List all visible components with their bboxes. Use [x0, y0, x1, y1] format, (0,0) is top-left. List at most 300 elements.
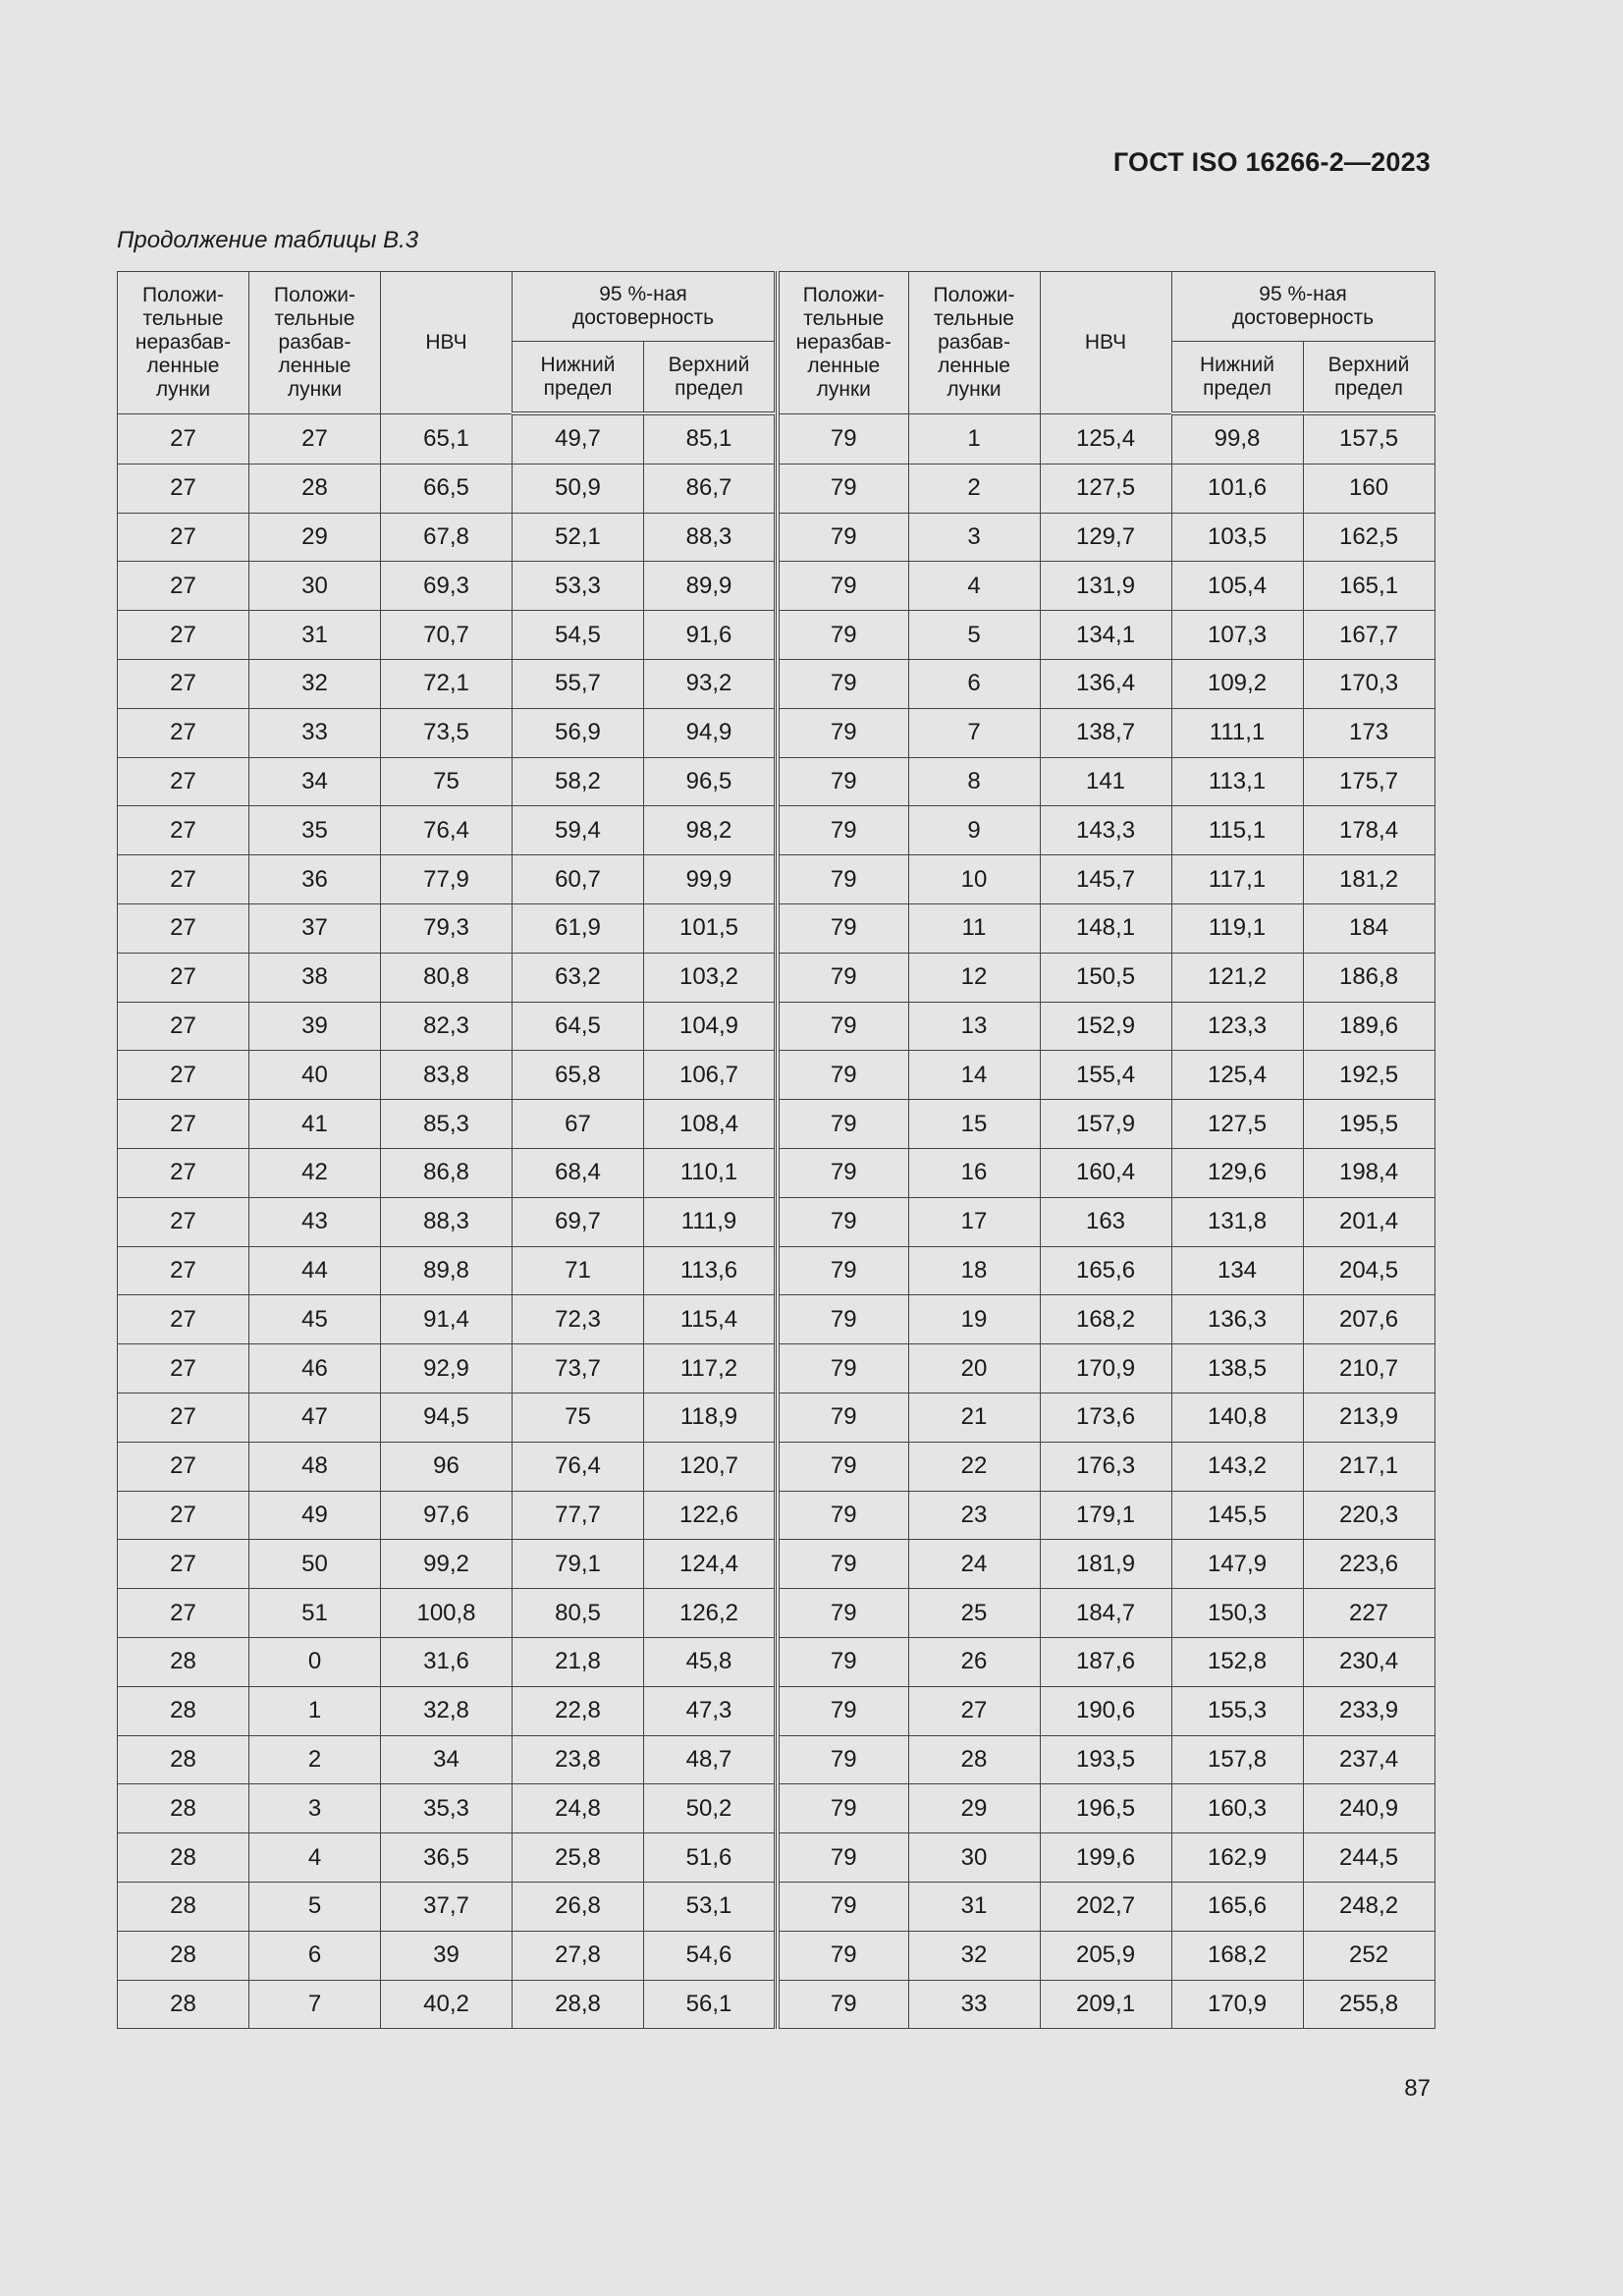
- header-upper-limit: Верхний предел: [1303, 342, 1434, 414]
- cell-upper-limit: 113,6: [644, 1246, 775, 1295]
- cell-upper-limit: 54,6: [644, 1931, 775, 1980]
- cell-mpn: 187,6: [1040, 1637, 1171, 1686]
- cell-lower-limit: 99,8: [1171, 413, 1303, 464]
- cell-undiluted-wells: 79: [778, 855, 908, 904]
- cell-upper-limit: 124,4: [644, 1540, 775, 1589]
- cell-upper-limit: 51,6: [644, 1833, 775, 1883]
- table-row: [118, 1637, 775, 1686]
- table-row: [778, 757, 1434, 806]
- cell-diluted-wells: 23: [908, 1491, 1040, 1540]
- cell-upper-limit: 118,9: [644, 1393, 775, 1442]
- cell-upper-limit: 56,1: [644, 1980, 775, 2029]
- table-row: [778, 1686, 1434, 1735]
- cell-diluted-wells: 28: [908, 1735, 1040, 1784]
- cell-undiluted-wells: 79: [778, 1002, 908, 1051]
- document-code: ГОСТ ISO 16266-2—2023: [1112, 147, 1431, 177]
- cell-lower-limit: 67: [513, 1100, 644, 1149]
- cell-undiluted-wells: 79: [778, 1295, 908, 1344]
- cell-lower-limit: 165,6: [1171, 1882, 1303, 1931]
- cell-diluted-wells: 33: [908, 1980, 1040, 2029]
- cell-diluted-wells: 4: [249, 1833, 381, 1883]
- cell-diluted-wells: 25: [908, 1589, 1040, 1638]
- cell-diluted-wells: 31: [249, 611, 381, 660]
- header-diluted-wells: Положи- тельные разбав- ленные лунки: [908, 272, 1040, 414]
- cell-upper-limit: 53,1: [644, 1882, 775, 1931]
- cell-mpn: 86,8: [381, 1148, 513, 1197]
- cell-mpn: 179,1: [1040, 1491, 1171, 1540]
- cell-undiluted-wells: 28: [118, 1931, 249, 1980]
- cell-mpn: 100,8: [381, 1589, 513, 1638]
- table-row: [118, 659, 775, 708]
- cell-diluted-wells: 3: [908, 513, 1040, 562]
- cell-undiluted-wells: 28: [118, 1980, 249, 2029]
- cell-undiluted-wells: 27: [118, 513, 249, 562]
- table-row: [778, 1735, 1434, 1784]
- table-row: [118, 1980, 775, 2029]
- cell-upper-limit: 91,6: [644, 611, 775, 660]
- cell-lower-limit: 140,8: [1171, 1393, 1303, 1442]
- cell-undiluted-wells: 79: [778, 1931, 908, 1980]
- cell-undiluted-wells: 27: [118, 757, 249, 806]
- cell-lower-limit: 123,3: [1171, 1002, 1303, 1051]
- cell-mpn: 96: [381, 1442, 513, 1491]
- table-row: [778, 659, 1434, 708]
- cell-mpn: 127,5: [1040, 464, 1171, 513]
- cell-upper-limit: 233,9: [1303, 1686, 1434, 1735]
- cell-mpn: 85,3: [381, 1100, 513, 1149]
- table-row: [118, 1589, 775, 1638]
- cell-mpn: 40,2: [381, 1980, 513, 2029]
- cell-undiluted-wells: 27: [118, 903, 249, 953]
- cell-lower-limit: 79,1: [513, 1540, 644, 1589]
- cell-undiluted-wells: 27: [118, 1051, 249, 1100]
- table-row: [778, 1491, 1434, 1540]
- cell-undiluted-wells: 79: [778, 1735, 908, 1784]
- cell-undiluted-wells: 79: [778, 464, 908, 513]
- cell-diluted-wells: 10: [908, 855, 1040, 904]
- cell-lower-limit: 80,5: [513, 1589, 644, 1638]
- cell-diluted-wells: 38: [249, 953, 381, 1002]
- cell-undiluted-wells: 79: [778, 1589, 908, 1638]
- cell-diluted-wells: 22: [908, 1442, 1040, 1491]
- table-row: [118, 464, 775, 513]
- cell-lower-limit: 103,5: [1171, 513, 1303, 562]
- cell-mpn: 160,4: [1040, 1148, 1171, 1197]
- cell-undiluted-wells: 27: [118, 413, 249, 464]
- cell-diluted-wells: 49: [249, 1491, 381, 1540]
- cell-lower-limit: 115,1: [1171, 806, 1303, 855]
- cell-upper-limit: 104,9: [644, 1002, 775, 1051]
- cell-undiluted-wells: 27: [118, 1197, 249, 1246]
- cell-diluted-wells: 1: [908, 413, 1040, 464]
- cell-mpn: 141: [1040, 757, 1171, 806]
- cell-diluted-wells: 21: [908, 1393, 1040, 1442]
- table-row: [778, 1148, 1434, 1197]
- cell-mpn: 89,8: [381, 1246, 513, 1295]
- cell-lower-limit: 27,8: [513, 1931, 644, 1980]
- cell-lower-limit: 60,7: [513, 855, 644, 904]
- cell-upper-limit: 101,5: [644, 903, 775, 953]
- cell-mpn: 145,7: [1040, 855, 1171, 904]
- cell-undiluted-wells: 79: [778, 562, 908, 611]
- cell-lower-limit: 170,9: [1171, 1980, 1303, 2029]
- cell-diluted-wells: 34: [249, 757, 381, 806]
- cell-lower-limit: 155,3: [1171, 1686, 1303, 1735]
- cell-diluted-wells: 35: [249, 806, 381, 855]
- cell-diluted-wells: 17: [908, 1197, 1040, 1246]
- table-row: [118, 757, 775, 806]
- cell-upper-limit: 201,4: [1303, 1197, 1434, 1246]
- cell-undiluted-wells: 27: [118, 1442, 249, 1491]
- table-row: [118, 611, 775, 660]
- cell-diluted-wells: 32: [908, 1931, 1040, 1980]
- cell-lower-limit: 52,1: [513, 513, 644, 562]
- cell-diluted-wells: 33: [249, 708, 381, 757]
- cell-diluted-wells: 28: [249, 464, 381, 513]
- cell-upper-limit: 160: [1303, 464, 1434, 513]
- cell-upper-limit: 189,6: [1303, 1002, 1434, 1051]
- cell-lower-limit: 143,2: [1171, 1442, 1303, 1491]
- cell-mpn: 148,1: [1040, 903, 1171, 953]
- cell-undiluted-wells: 79: [778, 903, 908, 953]
- cell-mpn: 35,3: [381, 1784, 513, 1833]
- cell-undiluted-wells: 79: [778, 1980, 908, 2029]
- cell-undiluted-wells: 28: [118, 1637, 249, 1686]
- cell-lower-limit: 65,8: [513, 1051, 644, 1100]
- cell-diluted-wells: 30: [908, 1833, 1040, 1883]
- table-row: [118, 1148, 775, 1197]
- cell-upper-limit: 47,3: [644, 1686, 775, 1735]
- cell-lower-limit: 28,8: [513, 1980, 644, 2029]
- table-row: [118, 1833, 775, 1883]
- cell-undiluted-wells: 27: [118, 1148, 249, 1197]
- cell-lower-limit: 101,6: [1171, 464, 1303, 513]
- cell-upper-limit: 86,7: [644, 464, 775, 513]
- cell-lower-limit: 131,8: [1171, 1197, 1303, 1246]
- cell-upper-limit: 192,5: [1303, 1051, 1434, 1100]
- cell-upper-limit: 126,2: [644, 1589, 775, 1638]
- cell-undiluted-wells: 79: [778, 757, 908, 806]
- cell-diluted-wells: 43: [249, 1197, 381, 1246]
- cell-lower-limit: 76,4: [513, 1442, 644, 1491]
- cell-mpn: 125,4: [1040, 413, 1171, 464]
- cell-mpn: 155,4: [1040, 1051, 1171, 1100]
- cell-mpn: 91,4: [381, 1295, 513, 1344]
- cell-diluted-wells: 11: [908, 903, 1040, 953]
- cell-lower-limit: 49,7: [513, 413, 644, 464]
- cell-undiluted-wells: 79: [778, 1051, 908, 1100]
- cell-lower-limit: 121,2: [1171, 953, 1303, 1002]
- table-row: [118, 562, 775, 611]
- cell-diluted-wells: 40: [249, 1051, 381, 1100]
- cell-undiluted-wells: 79: [778, 1637, 908, 1686]
- table-row: [118, 1295, 775, 1344]
- cell-diluted-wells: 29: [908, 1784, 1040, 1833]
- cell-lower-limit: 21,8: [513, 1637, 644, 1686]
- cell-mpn: 70,7: [381, 611, 513, 660]
- cell-mpn: 37,7: [381, 1882, 513, 1931]
- cell-mpn: 94,5: [381, 1393, 513, 1442]
- cell-mpn: 165,6: [1040, 1246, 1171, 1295]
- cell-diluted-wells: 4: [908, 562, 1040, 611]
- cell-lower-limit: 71: [513, 1246, 644, 1295]
- table-row: [118, 953, 775, 1002]
- table-row: [778, 1002, 1434, 1051]
- table-body-right: [778, 413, 1434, 2029]
- cell-undiluted-wells: 27: [118, 659, 249, 708]
- cell-diluted-wells: 30: [249, 562, 381, 611]
- cell-undiluted-wells: 28: [118, 1833, 249, 1883]
- cell-upper-limit: 98,2: [644, 806, 775, 855]
- cell-mpn: 184,7: [1040, 1589, 1171, 1638]
- table-row: [118, 1735, 775, 1784]
- cell-mpn: 97,6: [381, 1491, 513, 1540]
- cell-mpn: 36,5: [381, 1833, 513, 1883]
- table-row: [778, 1784, 1434, 1833]
- cell-undiluted-wells: 79: [778, 659, 908, 708]
- cell-lower-limit: 68,4: [513, 1148, 644, 1197]
- cell-mpn: 152,9: [1040, 1002, 1171, 1051]
- cell-undiluted-wells: 79: [778, 1784, 908, 1833]
- cell-mpn: 76,4: [381, 806, 513, 855]
- table-row: [118, 1344, 775, 1394]
- cell-diluted-wells: 6: [908, 659, 1040, 708]
- cell-lower-limit: 55,7: [513, 659, 644, 708]
- cell-mpn: 163: [1040, 1197, 1171, 1246]
- cell-upper-limit: 175,7: [1303, 757, 1434, 806]
- table-row: [118, 806, 775, 855]
- cell-upper-limit: 198,4: [1303, 1148, 1434, 1197]
- cell-upper-limit: 120,7: [644, 1442, 775, 1491]
- cell-undiluted-wells: 79: [778, 1344, 908, 1394]
- cell-lower-limit: 138,5: [1171, 1344, 1303, 1394]
- cell-mpn: 69,3: [381, 562, 513, 611]
- cell-upper-limit: 165,1: [1303, 562, 1434, 611]
- cell-upper-limit: 117,2: [644, 1344, 775, 1394]
- cell-diluted-wells: 20: [908, 1344, 1040, 1394]
- cell-diluted-wells: 7: [249, 1980, 381, 2029]
- table-row: [118, 708, 775, 757]
- cell-upper-limit: 50,2: [644, 1784, 775, 1833]
- cell-mpn: 202,7: [1040, 1882, 1171, 1931]
- cell-undiluted-wells: 79: [778, 1442, 908, 1491]
- cell-undiluted-wells: 27: [118, 855, 249, 904]
- header-lower-limit: Нижний предел: [1171, 342, 1303, 414]
- cell-undiluted-wells: 79: [778, 611, 908, 660]
- table-caption: Продолжение таблицы В.3: [117, 227, 419, 253]
- cell-undiluted-wells: 79: [778, 1393, 908, 1442]
- cell-diluted-wells: 47: [249, 1393, 381, 1442]
- table-row: [778, 1295, 1434, 1344]
- cell-undiluted-wells: 27: [118, 1393, 249, 1442]
- cell-undiluted-wells: 79: [778, 806, 908, 855]
- cell-undiluted-wells: 28: [118, 1686, 249, 1735]
- table-row: [778, 1246, 1434, 1295]
- table-row: [778, 953, 1434, 1002]
- cell-mpn: 67,8: [381, 513, 513, 562]
- header-lower-limit: Нижний предел: [513, 342, 644, 414]
- table-row: [778, 562, 1434, 611]
- cell-lower-limit: 75: [513, 1393, 644, 1442]
- cell-undiluted-wells: 79: [778, 953, 908, 1002]
- cell-lower-limit: 150,3: [1171, 1589, 1303, 1638]
- cell-diluted-wells: 8: [908, 757, 1040, 806]
- cell-diluted-wells: 50: [249, 1540, 381, 1589]
- cell-undiluted-wells: 27: [118, 953, 249, 1002]
- cell-undiluted-wells: 27: [118, 1344, 249, 1394]
- cell-upper-limit: 93,2: [644, 659, 775, 708]
- cell-upper-limit: 255,8: [1303, 1980, 1434, 2029]
- cell-lower-limit: 119,1: [1171, 903, 1303, 953]
- cell-diluted-wells: 26: [908, 1637, 1040, 1686]
- cell-lower-limit: 59,4: [513, 806, 644, 855]
- cell-lower-limit: 168,2: [1171, 1931, 1303, 1980]
- cell-diluted-wells: 5: [908, 611, 1040, 660]
- cell-diluted-wells: 48: [249, 1442, 381, 1491]
- table-row: [118, 1002, 775, 1051]
- cell-diluted-wells: 0: [249, 1637, 381, 1686]
- cell-lower-limit: 117,1: [1171, 855, 1303, 904]
- table-row: [778, 1931, 1434, 1980]
- cell-undiluted-wells: 79: [778, 1197, 908, 1246]
- table-row: [778, 1197, 1434, 1246]
- cell-mpn: 72,1: [381, 659, 513, 708]
- cell-upper-limit: 244,5: [1303, 1833, 1434, 1883]
- table-row: [118, 1491, 775, 1540]
- cell-mpn: 83,8: [381, 1051, 513, 1100]
- cell-undiluted-wells: 79: [778, 708, 908, 757]
- cell-mpn: 99,2: [381, 1540, 513, 1589]
- table-row: [778, 1589, 1434, 1638]
- table-row: [118, 1393, 775, 1442]
- cell-undiluted-wells: 79: [778, 1100, 908, 1149]
- cell-mpn: 136,4: [1040, 659, 1171, 708]
- cell-mpn: 129,7: [1040, 513, 1171, 562]
- cell-undiluted-wells: 27: [118, 1295, 249, 1344]
- cell-diluted-wells: 16: [908, 1148, 1040, 1197]
- cell-upper-limit: 108,4: [644, 1100, 775, 1149]
- cell-diluted-wells: 18: [908, 1246, 1040, 1295]
- cell-lower-limit: 145,5: [1171, 1491, 1303, 1540]
- cell-mpn: 190,6: [1040, 1686, 1171, 1735]
- cell-mpn: 170,9: [1040, 1344, 1171, 1394]
- cell-upper-limit: 230,4: [1303, 1637, 1434, 1686]
- header-upper-limit: Верхний предел: [644, 342, 775, 414]
- cell-lower-limit: 24,8: [513, 1784, 644, 1833]
- cell-mpn: 150,5: [1040, 953, 1171, 1002]
- cell-mpn: 193,5: [1040, 1735, 1171, 1784]
- cell-diluted-wells: 15: [908, 1100, 1040, 1149]
- cell-upper-limit: 237,4: [1303, 1735, 1434, 1784]
- cell-mpn: 134,1: [1040, 611, 1171, 660]
- table-row: [778, 1442, 1434, 1491]
- cell-lower-limit: 69,7: [513, 1197, 644, 1246]
- cell-upper-limit: 173: [1303, 708, 1434, 757]
- cell-diluted-wells: 7: [908, 708, 1040, 757]
- cell-lower-limit: 58,2: [513, 757, 644, 806]
- cell-undiluted-wells: 27: [118, 1589, 249, 1638]
- table-row: [118, 1197, 775, 1246]
- table-row: [778, 1637, 1434, 1686]
- cell-lower-limit: 125,4: [1171, 1051, 1303, 1100]
- cell-upper-limit: 45,8: [644, 1637, 775, 1686]
- cell-upper-limit: 115,4: [644, 1295, 775, 1344]
- cell-upper-limit: 89,9: [644, 562, 775, 611]
- cell-diluted-wells: 41: [249, 1100, 381, 1149]
- cell-mpn: 176,3: [1040, 1442, 1171, 1491]
- cell-undiluted-wells: 27: [118, 562, 249, 611]
- cell-upper-limit: 96,5: [644, 757, 775, 806]
- table-row: [778, 1051, 1434, 1100]
- cell-lower-limit: 127,5: [1171, 1100, 1303, 1149]
- cell-diluted-wells: 45: [249, 1295, 381, 1344]
- table-row: [778, 855, 1434, 904]
- cell-mpn: 66,5: [381, 464, 513, 513]
- cell-upper-limit: 110,1: [644, 1148, 775, 1197]
- cell-lower-limit: 157,8: [1171, 1735, 1303, 1784]
- table-row: [118, 855, 775, 904]
- cell-undiluted-wells: 27: [118, 1246, 249, 1295]
- table-row: [778, 1540, 1434, 1589]
- cell-undiluted-wells: 28: [118, 1784, 249, 1833]
- cell-mpn: 199,6: [1040, 1833, 1171, 1883]
- cell-diluted-wells: 14: [908, 1051, 1040, 1100]
- cell-mpn: 168,2: [1040, 1295, 1171, 1344]
- cell-lower-limit: 22,8: [513, 1686, 644, 1735]
- cell-diluted-wells: 12: [908, 953, 1040, 1002]
- cell-diluted-wells: 9: [908, 806, 1040, 855]
- cell-upper-limit: 103,2: [644, 953, 775, 1002]
- cell-lower-limit: 73,7: [513, 1344, 644, 1394]
- cell-diluted-wells: 2: [908, 464, 1040, 513]
- table-row: [118, 513, 775, 562]
- cell-mpn: 32,8: [381, 1686, 513, 1735]
- cell-upper-limit: 213,9: [1303, 1393, 1434, 1442]
- table-row: [778, 806, 1434, 855]
- cell-mpn: 209,1: [1040, 1980, 1171, 2029]
- table-row: [778, 903, 1434, 953]
- cell-diluted-wells: 44: [249, 1246, 381, 1295]
- cell-upper-limit: 252: [1303, 1931, 1434, 1980]
- cell-undiluted-wells: 79: [778, 513, 908, 562]
- cell-diluted-wells: 42: [249, 1148, 381, 1197]
- header-undiluted-wells: Положи- тельные неразбав- ленные лунки: [778, 272, 908, 414]
- header-mpn: НВЧ: [1040, 272, 1171, 414]
- table-row: [778, 513, 1434, 562]
- table-row: [118, 903, 775, 953]
- cell-mpn: 80,8: [381, 953, 513, 1002]
- header-diluted-wells: Положи- тельные разбав- ленные лунки: [249, 272, 381, 414]
- cell-undiluted-wells: 28: [118, 1882, 249, 1931]
- header-undiluted-wells: Положи- тельные неразбав- ленные лунки: [118, 272, 249, 414]
- cell-undiluted-wells: 27: [118, 464, 249, 513]
- cell-mpn: 143,3: [1040, 806, 1171, 855]
- cell-undiluted-wells: 27: [118, 1100, 249, 1149]
- header-mpn: НВЧ: [381, 272, 513, 414]
- cell-undiluted-wells: 27: [118, 611, 249, 660]
- table-left-half: [117, 271, 775, 2029]
- table-body-left: [118, 413, 775, 2029]
- cell-mpn: 65,1: [381, 413, 513, 464]
- cell-lower-limit: 61,9: [513, 903, 644, 953]
- cell-lower-limit: 160,3: [1171, 1784, 1303, 1833]
- cell-lower-limit: 54,5: [513, 611, 644, 660]
- cell-undiluted-wells: 27: [118, 806, 249, 855]
- table-row: [118, 1442, 775, 1491]
- cell-lower-limit: 107,3: [1171, 611, 1303, 660]
- cell-upper-limit: 240,9: [1303, 1784, 1434, 1833]
- cell-upper-limit: 207,6: [1303, 1295, 1434, 1344]
